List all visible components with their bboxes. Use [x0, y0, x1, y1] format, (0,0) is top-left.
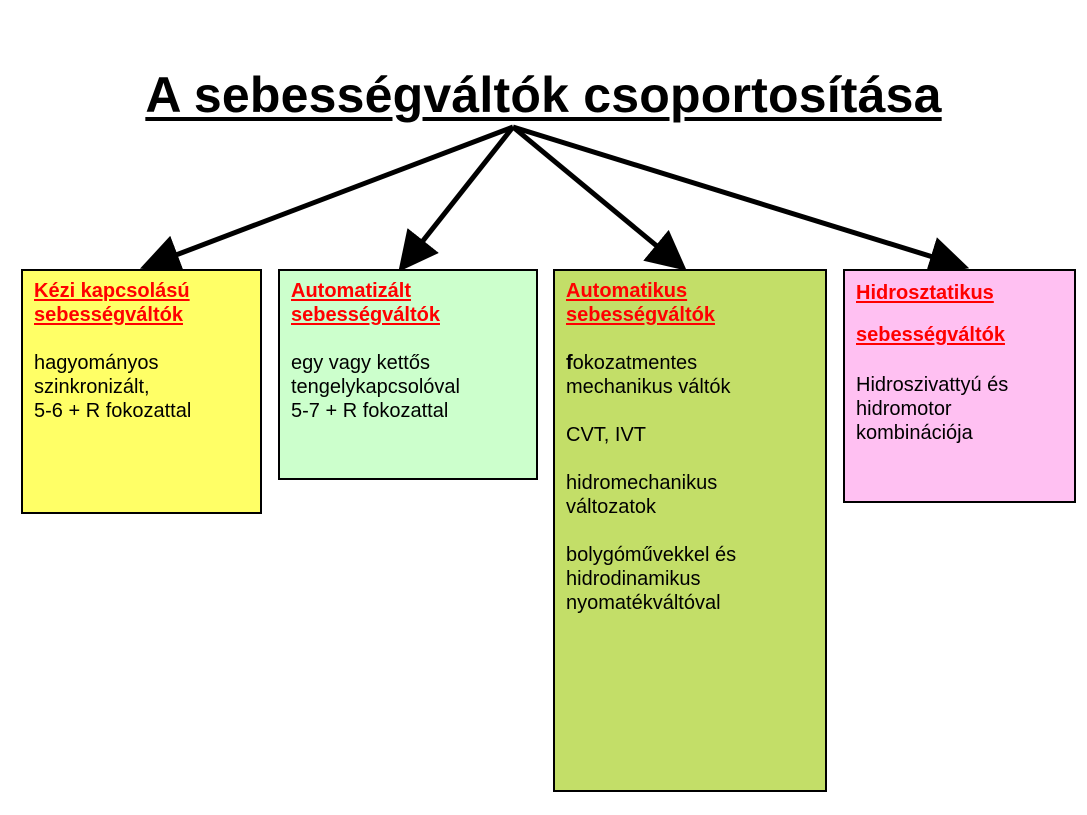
box3-body-line4: hidromechanikus [566, 472, 718, 494]
box3-bold-initial: f [566, 352, 573, 374]
box1-heading-line1: Kézi kapcsolású [34, 280, 190, 302]
box4-heading-line1: Hidrosztatikus [856, 282, 994, 304]
box3-body-line2: mechanikus váltók [566, 376, 731, 398]
box3-heading-line2: sebességváltók [566, 304, 715, 326]
box3-body-line7: hidrodinamikus [566, 568, 701, 590]
box-automated-gearboxes [278, 269, 538, 480]
box4-body-line3: kombinációja [856, 422, 973, 444]
box4-heading-line2: sebességváltók [856, 324, 1005, 346]
box3-body-line8: nyomatékváltóval [566, 592, 721, 614]
box2-heading-line2: sebességváltók [291, 304, 440, 326]
box4-body-line1: Hidroszivattyú és [856, 374, 1009, 396]
box1-body-line3: 5-6 + R fokozattal [34, 400, 192, 422]
box2-body-line3: 5-7 + R fokozattal [291, 400, 449, 422]
arrow-to-box3 [513, 127, 681, 266]
box4-body-line2: hidromotor [856, 398, 952, 420]
box3-body-line1 [566, 351, 815, 375]
box1-body-line2: szinkronizált, [34, 376, 150, 398]
box-hydrostatic-gearboxes [843, 269, 1076, 503]
box3-body-line3: CVT, IVT [566, 424, 647, 446]
box3-heading-line1: Automatikus [566, 280, 688, 302]
box-manual-gearboxes [21, 269, 262, 514]
box-automatic-gearboxes [553, 269, 827, 792]
box3-body-line6: bolygóművekkel és [566, 544, 737, 566]
box2-heading-line1: Automatizált [291, 280, 411, 302]
box2-body-line1: egy vagy kettős [291, 352, 430, 374]
box3-body-line1-rest: okozatmentes [572, 352, 698, 374]
box1-body-line1: hagyományos [34, 352, 159, 374]
box3-body-line5: változatok [566, 496, 657, 518]
arrow-to-box4 [513, 127, 962, 266]
diagram-title: A sebességváltók csoportosítása [145, 67, 942, 123]
box1-heading-line2: sebességváltók [34, 304, 183, 326]
box2-body-line2: tengelykapcsolóval [291, 376, 460, 398]
